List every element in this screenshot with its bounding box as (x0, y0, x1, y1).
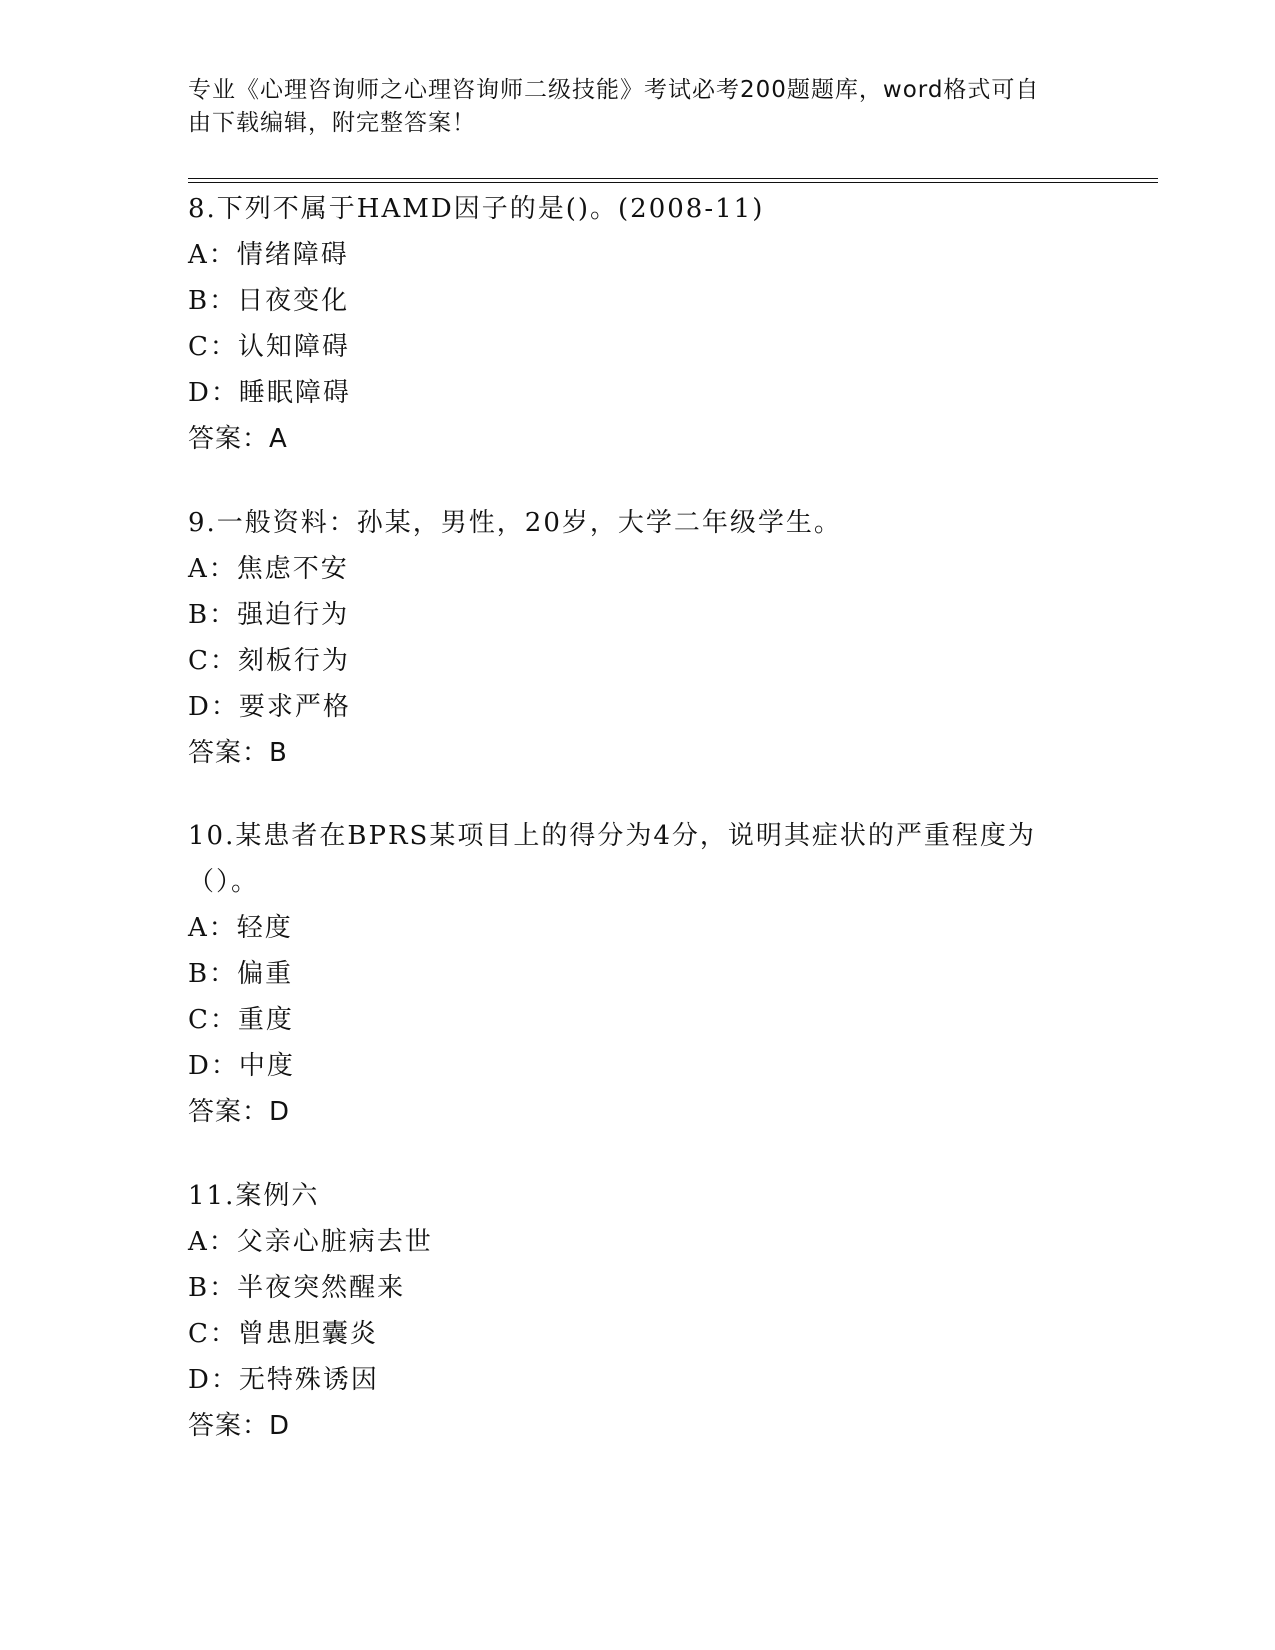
answer-line: 答案：A (188, 424, 288, 454)
question-stem: 9.一般资料：孙某，男性，20岁，大学二年级学生。 (188, 508, 842, 538)
option-b: B：强迫行为 (188, 600, 350, 630)
question-stem: 8.下列不属于HAMD因子的是()。(2008-11) (188, 194, 765, 224)
answer-line: 答案：B (188, 738, 288, 768)
option-c: C：刻板行为 (188, 646, 350, 676)
question-block-11 (188, 1173, 1068, 1449)
answer-line: 答案：D (188, 1411, 291, 1441)
option-d: D：要求严格 (188, 692, 351, 722)
option-b: B：日夜变化 (188, 286, 350, 316)
header-line-1: 专业《心理咨询师之心理咨询师二级技能》考试必考200题题库，word格式可自 (188, 77, 1040, 103)
header-line-2: 由下载编辑，附完整答案！ (188, 110, 476, 136)
header-divider (188, 178, 1158, 183)
option-d: D：中度 (188, 1051, 295, 1081)
question-block-8 (188, 186, 1068, 462)
question-block-9 (188, 500, 1068, 776)
option-c: C：曾患胆囊炎 (188, 1319, 378, 1349)
option-a: A：轻度 (188, 913, 293, 943)
answer-line: 答案：D (188, 1097, 291, 1127)
question-stem-continued: （）。 (188, 867, 260, 897)
option-a: A：焦虑不安 (188, 554, 349, 584)
option-a: A：情绪障碍 (188, 240, 349, 270)
option-d: D：无特殊诱因 (188, 1365, 379, 1395)
option-c: C：重度 (188, 1005, 294, 1035)
option-c: C：认知障碍 (188, 332, 350, 362)
option-b: B：偏重 (188, 959, 294, 989)
question-block-10 (188, 813, 1068, 1135)
document-header (188, 74, 1078, 140)
question-stem: 10.某患者在BPRS某项目上的得分为4分，说明其症状的严重程度为 (188, 821, 1036, 851)
option-b: B：半夜突然醒来 (188, 1273, 406, 1303)
question-stem: 11.案例六 (188, 1181, 320, 1211)
option-d: D：睡眠障碍 (188, 378, 351, 408)
option-a: A：父亲心脏病去世 (188, 1227, 433, 1257)
